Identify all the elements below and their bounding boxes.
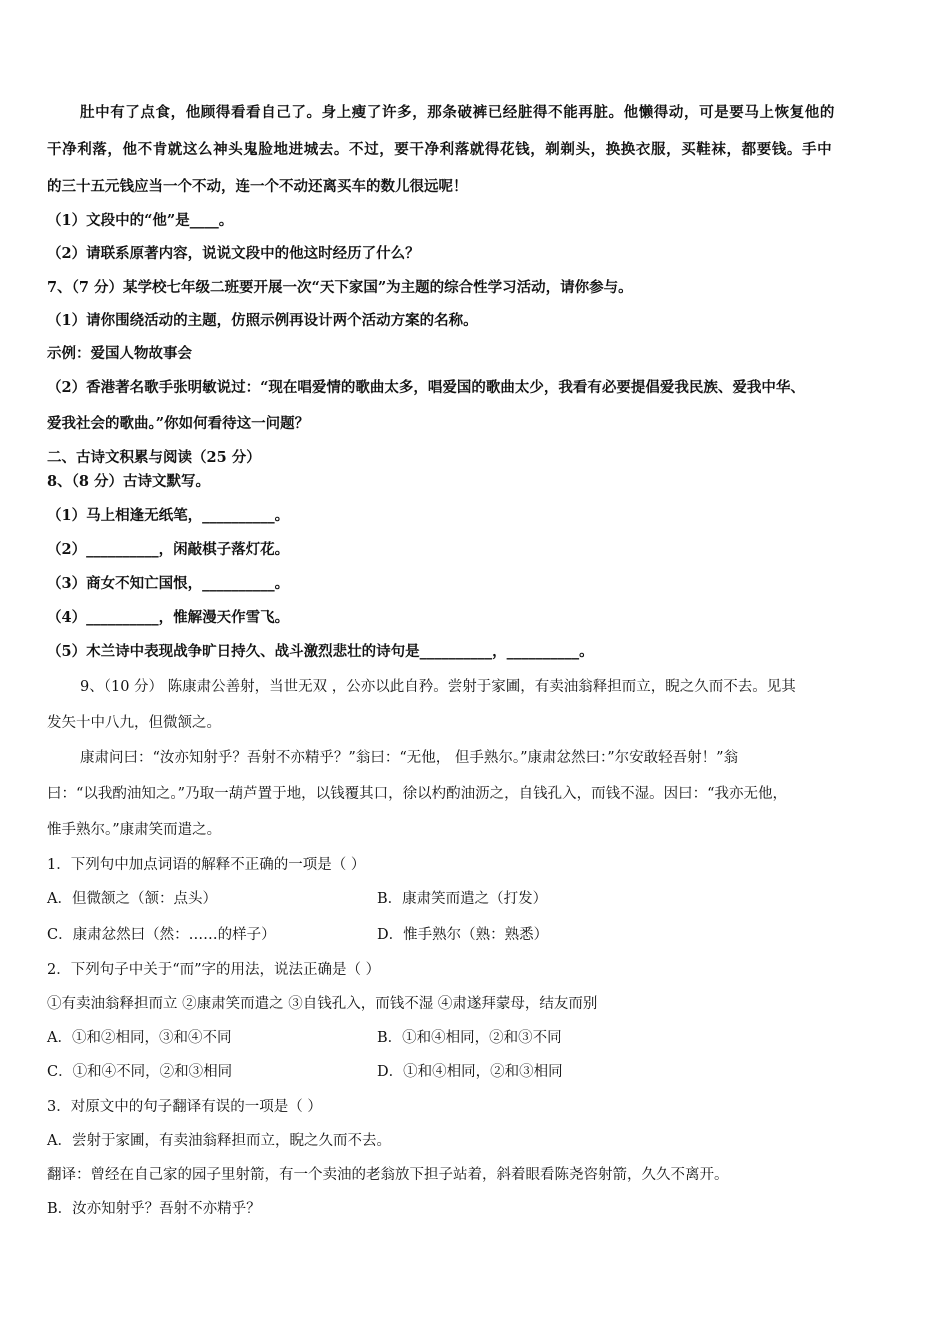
q9-sub1-stem: 1．下列句中加点词语的解释不正确的一项是（ ） <box>47 857 366 873</box>
q9-sub2-option-c: C．①和④不同，②和③相同 <box>47 1064 233 1080</box>
q8-item-5: （5）木兰诗中表现战争旷日持久、战斗激烈悲壮的诗句是__________，__________。 <box>47 643 594 660</box>
q9-passage-p2-line1: 康肃问曰：“汝亦知射乎？吾射不亦精乎？”翁曰：“无他， 但手熟尔。”康肃忿然曰：”尔安敢轻吾射！”翁 <box>80 750 739 766</box>
q7-sub2-line1: （2）香港著名歌手张明敏说过：“现在唱爱情的歌曲太多，唱爱国的歌曲太少，我看有必要提倡爱我民族、爱我中华、 <box>47 379 805 396</box>
passage6-question1: （1）文段中的“他”是____。 <box>47 212 234 229</box>
q9-sub3-stem: 3．对原文中的句子翻译有误的一项是（ ） <box>47 1099 322 1115</box>
q8-item-2: （2）__________，闲敲棋子落灯花。 <box>47 541 290 558</box>
q9-passage-p2-line3: 惟手熟尔。”康肃笑而遣之。 <box>47 822 222 838</box>
q7-sub2-line2: 爱我社会的歌曲。”你如何看待这一问题？ <box>47 415 310 432</box>
q9-sub3-option-a: A．尝射于家圃，有卖油翁释担而立，睨之久而不去。 <box>47 1133 391 1149</box>
passage6-line1: 肚中有了点食，他顾得看看自己了。身上瘦了许多，那条破裤已经脏得不能再脏。他懒得动，可是要马上恢复他的 <box>80 104 835 121</box>
q7-sub1: （1）请你围绕活动的主题，仿照示例再设计两个活动方案的名称。 <box>47 312 478 329</box>
q9-sub1-row1 <box>47 889 548 909</box>
passage6-line3: 的三十五元钱应当一个不动，连一个不动还离买车的数儿很远呢！ <box>47 178 468 195</box>
q9-sub2-option-a: A．①和②相同，③和④不同 <box>47 1030 232 1046</box>
q9-sub1-row2 <box>47 925 549 945</box>
passage6-question2: （2）请联系原著内容，说说文段中的他这时经历了什么？ <box>47 245 420 262</box>
q8-item-1: （1）马上相逢无纸笔，__________。 <box>47 507 290 524</box>
q8-title: 8、（8 分）古诗文默写。 <box>47 473 210 490</box>
q9-passage-p2-line2: 曰：“以我酌油知之。”乃取一葫芦置于地，以钱覆其口，徐以杓酌油沥之，自钱孔入，而钱不湿。因曰：“我亦无他， <box>47 786 787 802</box>
q9-passage-p1-line1: 9、（10 分） 陈康肃公善射，当世无双 ，公亦以此自矜。尝射于家圃，有卖油翁释担而立，睨之久而不去。见其 <box>80 679 796 695</box>
q8-item-4: （4）__________，惟解漫天作雪飞。 <box>47 609 290 626</box>
q9-sub2-stem: 2．下列句子中关于“而”字的用法，说法正确是（ ） <box>47 962 381 978</box>
q9-sub3-translation: 翻译：曾经在自己家的园子里射箭，有一个卖油的老翁放下担子站着，斜着眼看陈尧咨射箭，久久不离开。 <box>47 1167 729 1183</box>
section2-heading: 二、古诗文积累与阅读（25 分） <box>47 449 261 466</box>
q9-sub2-row1 <box>47 1028 562 1048</box>
q9-sub2-option-d: D．①和④相同，②和③相同 <box>377 1064 563 1080</box>
q9-passage-p1-line2: 发矢十中八九，但微颔之。 <box>47 715 221 731</box>
q7-example: 示例：爱国人物故事会 <box>47 345 192 362</box>
q7-title: 7、（7 分）某学校七年级二班要开展一次“天下家国”为主题的综合性学习活动，请你参与。 <box>47 279 633 296</box>
passage6-line2: 干净利落，他不肯就这么神头鬼脸地进城去。不过，要干净利落就得花钱，剃剃头，换换衣服，买鞋袜，都要钱。手中 <box>47 141 833 158</box>
q9-sub1-option-b: B．康肃笑而遣之（打发） <box>377 891 548 907</box>
q9-sub3-option-b: B．汝亦知射乎？吾射不亦精乎？ <box>47 1201 261 1217</box>
q9-sub2-row2 <box>47 1062 563 1082</box>
q9-sub2-sentences: ①有卖油翁释担而立 ②康肃笑而遣之 ③自钱孔入，而钱不湿 ④肃遂拜蒙母，结友而别 <box>47 996 598 1012</box>
q8-item-3: （3）商女不知亡国恨，__________。 <box>47 575 290 592</box>
q9-sub2-option-b: B．①和④相同，②和③不同 <box>377 1030 562 1046</box>
q9-sub1-option-c: C．康肃忿然曰（然：……的样子） <box>47 927 276 943</box>
q9-sub1-option-a: A．但微颔之（颔：点头） <box>47 891 217 907</box>
q9-sub1-option-d: D．惟手熟尔（熟：熟悉） <box>377 927 549 943</box>
